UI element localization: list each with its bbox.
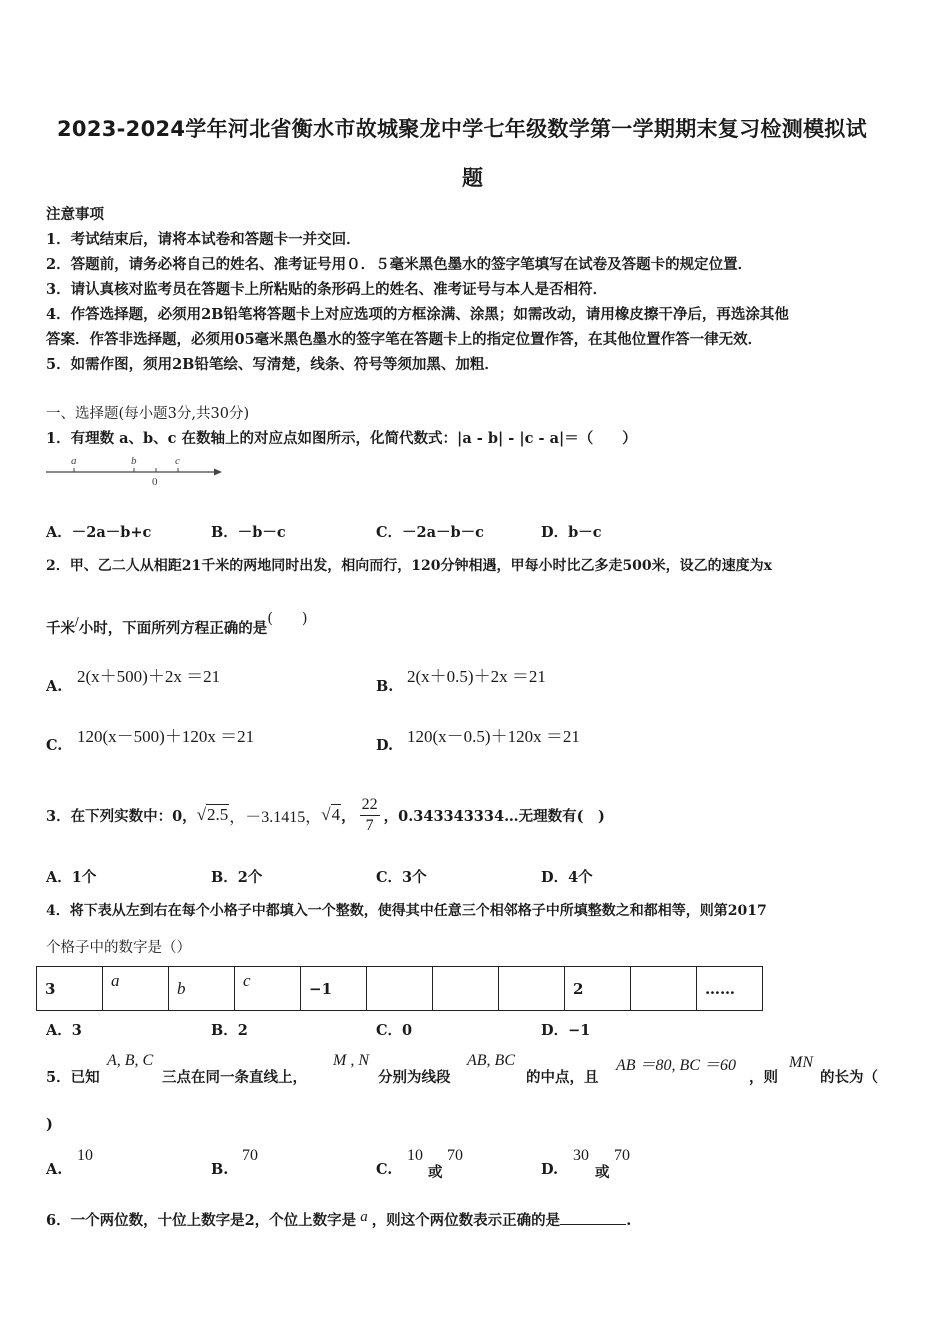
label-zero: 0 <box>152 476 158 488</box>
grid-cell: b <box>169 967 235 1011</box>
q3-neg: ，－3.1415， <box>229 808 322 826</box>
q6-text-2: ，则这个两位数表示正确的是 <box>371 1212 561 1229</box>
q6-answer-blank[interactable] <box>560 1210 626 1225</box>
notice-heading: 注意事项 <box>46 206 104 223</box>
q2-unit: 千米 <box>46 620 75 637</box>
q4-option-c: C．0 <box>376 1022 413 1039</box>
q4-number-grid <box>36 966 763 1011</box>
grid-cell <box>631 967 697 1011</box>
q5-label-a: A. <box>46 1161 63 1178</box>
q5-answer-c1: 10 <box>407 1147 423 1164</box>
q3-fraction: $\frac{22}{7}$ <box>361 795 378 834</box>
number-line-arrow-icon <box>214 469 222 476</box>
notice-item: 答案．作答非选择题，必须用05毫米黑色墨水的签字笔在答题卡上的指定位置作答，在其他位置作答一律无效． <box>46 331 763 348</box>
grid-cell <box>433 967 499 1011</box>
q5-answer-d2: 70 <box>614 1147 630 1164</box>
question-3-stem <box>46 780 605 850</box>
section-heading: 一、选择题(每小题3分,共30分) <box>46 406 250 422</box>
notice-item: 1．考试结束后，请将本试卷和答题卡一并交回． <box>46 231 361 248</box>
grid-cell: …… <box>697 967 763 1011</box>
q5-answer-d1: 30 <box>573 1147 589 1164</box>
q5-answer-c2: 70 <box>447 1147 463 1164</box>
label-b: b <box>131 455 137 467</box>
q5-answer-a: 10 <box>77 1147 93 1164</box>
q2-label-c: C. <box>46 737 63 754</box>
q3-prefix: 3．在下列实数中：0， <box>46 807 197 825</box>
q2-label-d: D. <box>376 737 394 754</box>
q3-comma: ， <box>341 807 356 825</box>
notice-item: 3．请认真核对监考员在答题卡上所粘贴的条形码上的姓名、准考证号与本人是否相符． <box>46 281 608 298</box>
grid-cell: c <box>235 967 301 1011</box>
q1-option-d: D．b－c <box>541 524 602 541</box>
q6-text-1: 6．一个两位数，十位上数字是2，个位上数字是 <box>46 1212 357 1229</box>
q6-end: . <box>626 1212 632 1229</box>
q5-math-abc: A, B, C <box>107 1052 154 1069</box>
q2-equation-b: 2(x＋0.5)＋2x ＝21 <box>407 667 546 686</box>
q2-equation-a: 2(x＋500)＋2x ＝21 <box>77 667 221 686</box>
grid-cell: a <box>103 967 169 1011</box>
question-2-stem-line2 <box>46 611 308 638</box>
q2-equation-c: 120(x－500)＋120x ＝21 <box>77 727 255 746</box>
q5-text-6: 的长为（ <box>820 1069 878 1086</box>
q5-text-1: 5．已知 <box>46 1069 100 1086</box>
q5-text-3: 分别为线段 <box>378 1069 451 1086</box>
page-title: 2023-2024学年河北省衡水市故城聚龙中学七年级数学第一学期期末复习检测模拟试 <box>57 117 867 141</box>
q5-or-c: 或 <box>428 1164 443 1181</box>
q5-math-mn: M , N <box>333 1052 369 1069</box>
question-1-stem: 1．有理数 a、b、c 在数轴上的对应点如图所示，化简代数式：|a - b| - |c - a|＝（ ） <box>46 430 637 447</box>
grid-cell: −1 <box>301 967 367 1011</box>
notice-item: 4．作答选择题，必须用2B铅笔将答题卡上对应选项的方框涂满、涂黑；如需改动，请用橡皮擦干净后，再选涂其他 <box>46 306 789 323</box>
question-4-stem-line2: 个格子中的数字是（） <box>46 940 191 956</box>
q5-label-b: B. <box>211 1161 229 1178</box>
q3-option-b: B．2个 <box>211 869 263 886</box>
q5-label-c: C. <box>376 1161 393 1178</box>
q2-text: 小时，下面所列方程正确的是 <box>78 620 268 637</box>
q6-math-a: a <box>360 1209 368 1225</box>
q2-equation-d: 120(x－0.5)＋120x ＝21 <box>407 727 580 746</box>
label-a: a <box>71 455 77 467</box>
question-6-stem <box>46 1209 631 1230</box>
q5-math-lengths: AB ＝80, BC ＝60 <box>616 1057 736 1074</box>
q5-label-d: D. <box>541 1161 559 1178</box>
grid-cell: 3 <box>37 967 103 1011</box>
q5-math-mn-seg: MN <box>789 1054 813 1071</box>
q4-option-b: B．2 <box>211 1022 248 1039</box>
q3-option-d: D．4个 <box>541 869 593 886</box>
q3-option-c: C．3个 <box>376 869 427 886</box>
q2-slash: / <box>75 615 79 628</box>
grid-cell <box>499 967 565 1011</box>
page-title-cont: 题 <box>462 166 484 190</box>
q2-paren: ( ) <box>267 611 308 627</box>
label-c: c <box>175 455 180 467</box>
q5-text-2: 三点在同一条直线上， <box>162 1069 307 1086</box>
notice-item: 2．答题前，请务必将自己的姓名、准考证号用０．５毫米黑色墨水的签字笔填写在试卷及答题卡的规定位置． <box>46 256 753 273</box>
q3-sqrt-4: √4 <box>321 805 341 824</box>
q2-label-a: A. <box>46 678 63 695</box>
q5-close-paren: ) <box>46 1116 53 1133</box>
grid-cell <box>367 967 433 1011</box>
q3-sqrt-2-5: √2.5 <box>196 805 229 824</box>
grid-cell: 2 <box>565 967 631 1011</box>
q4-option-d: D．−1 <box>541 1022 591 1039</box>
q5-answer-b: 70 <box>242 1147 258 1164</box>
q5-text-4: 的中点，且 <box>526 1069 599 1086</box>
q4-option-a: A．3 <box>46 1022 82 1039</box>
q3-suffix: ，0.343343334…无理数有( ) <box>383 807 605 825</box>
q5-math-ab-bc: AB, BC <box>467 1052 515 1069</box>
q2-label-b: B. <box>376 678 394 695</box>
question-4-stem: 4．将下表从左到右在每个小格子中都填入一个整数，使得其中任意三个相邻格子中所填整数之和都相等，则第2017 <box>46 903 767 919</box>
q5-text-5: ，则 <box>749 1069 778 1086</box>
q1-option-b: B．－b－c <box>211 524 286 541</box>
q3-option-a: A．1个 <box>46 869 97 886</box>
q1-option-a: A．－2a－b+c <box>46 524 152 541</box>
question-2-stem: 2．甲、乙二人从相距21千米的两地同时出发，相向而行，120分钟相遇，甲每小时比乙多走500米，设乙的速度为x <box>46 558 773 574</box>
number-line-figure <box>44 452 226 488</box>
q1-option-c: C．－2a－b－c <box>376 524 484 541</box>
q5-or-d: 或 <box>595 1164 610 1181</box>
notice-item: 5．如需作图，须用2B铅笔绘、写清楚，线条、符号等须加黑、加粗． <box>46 356 499 373</box>
